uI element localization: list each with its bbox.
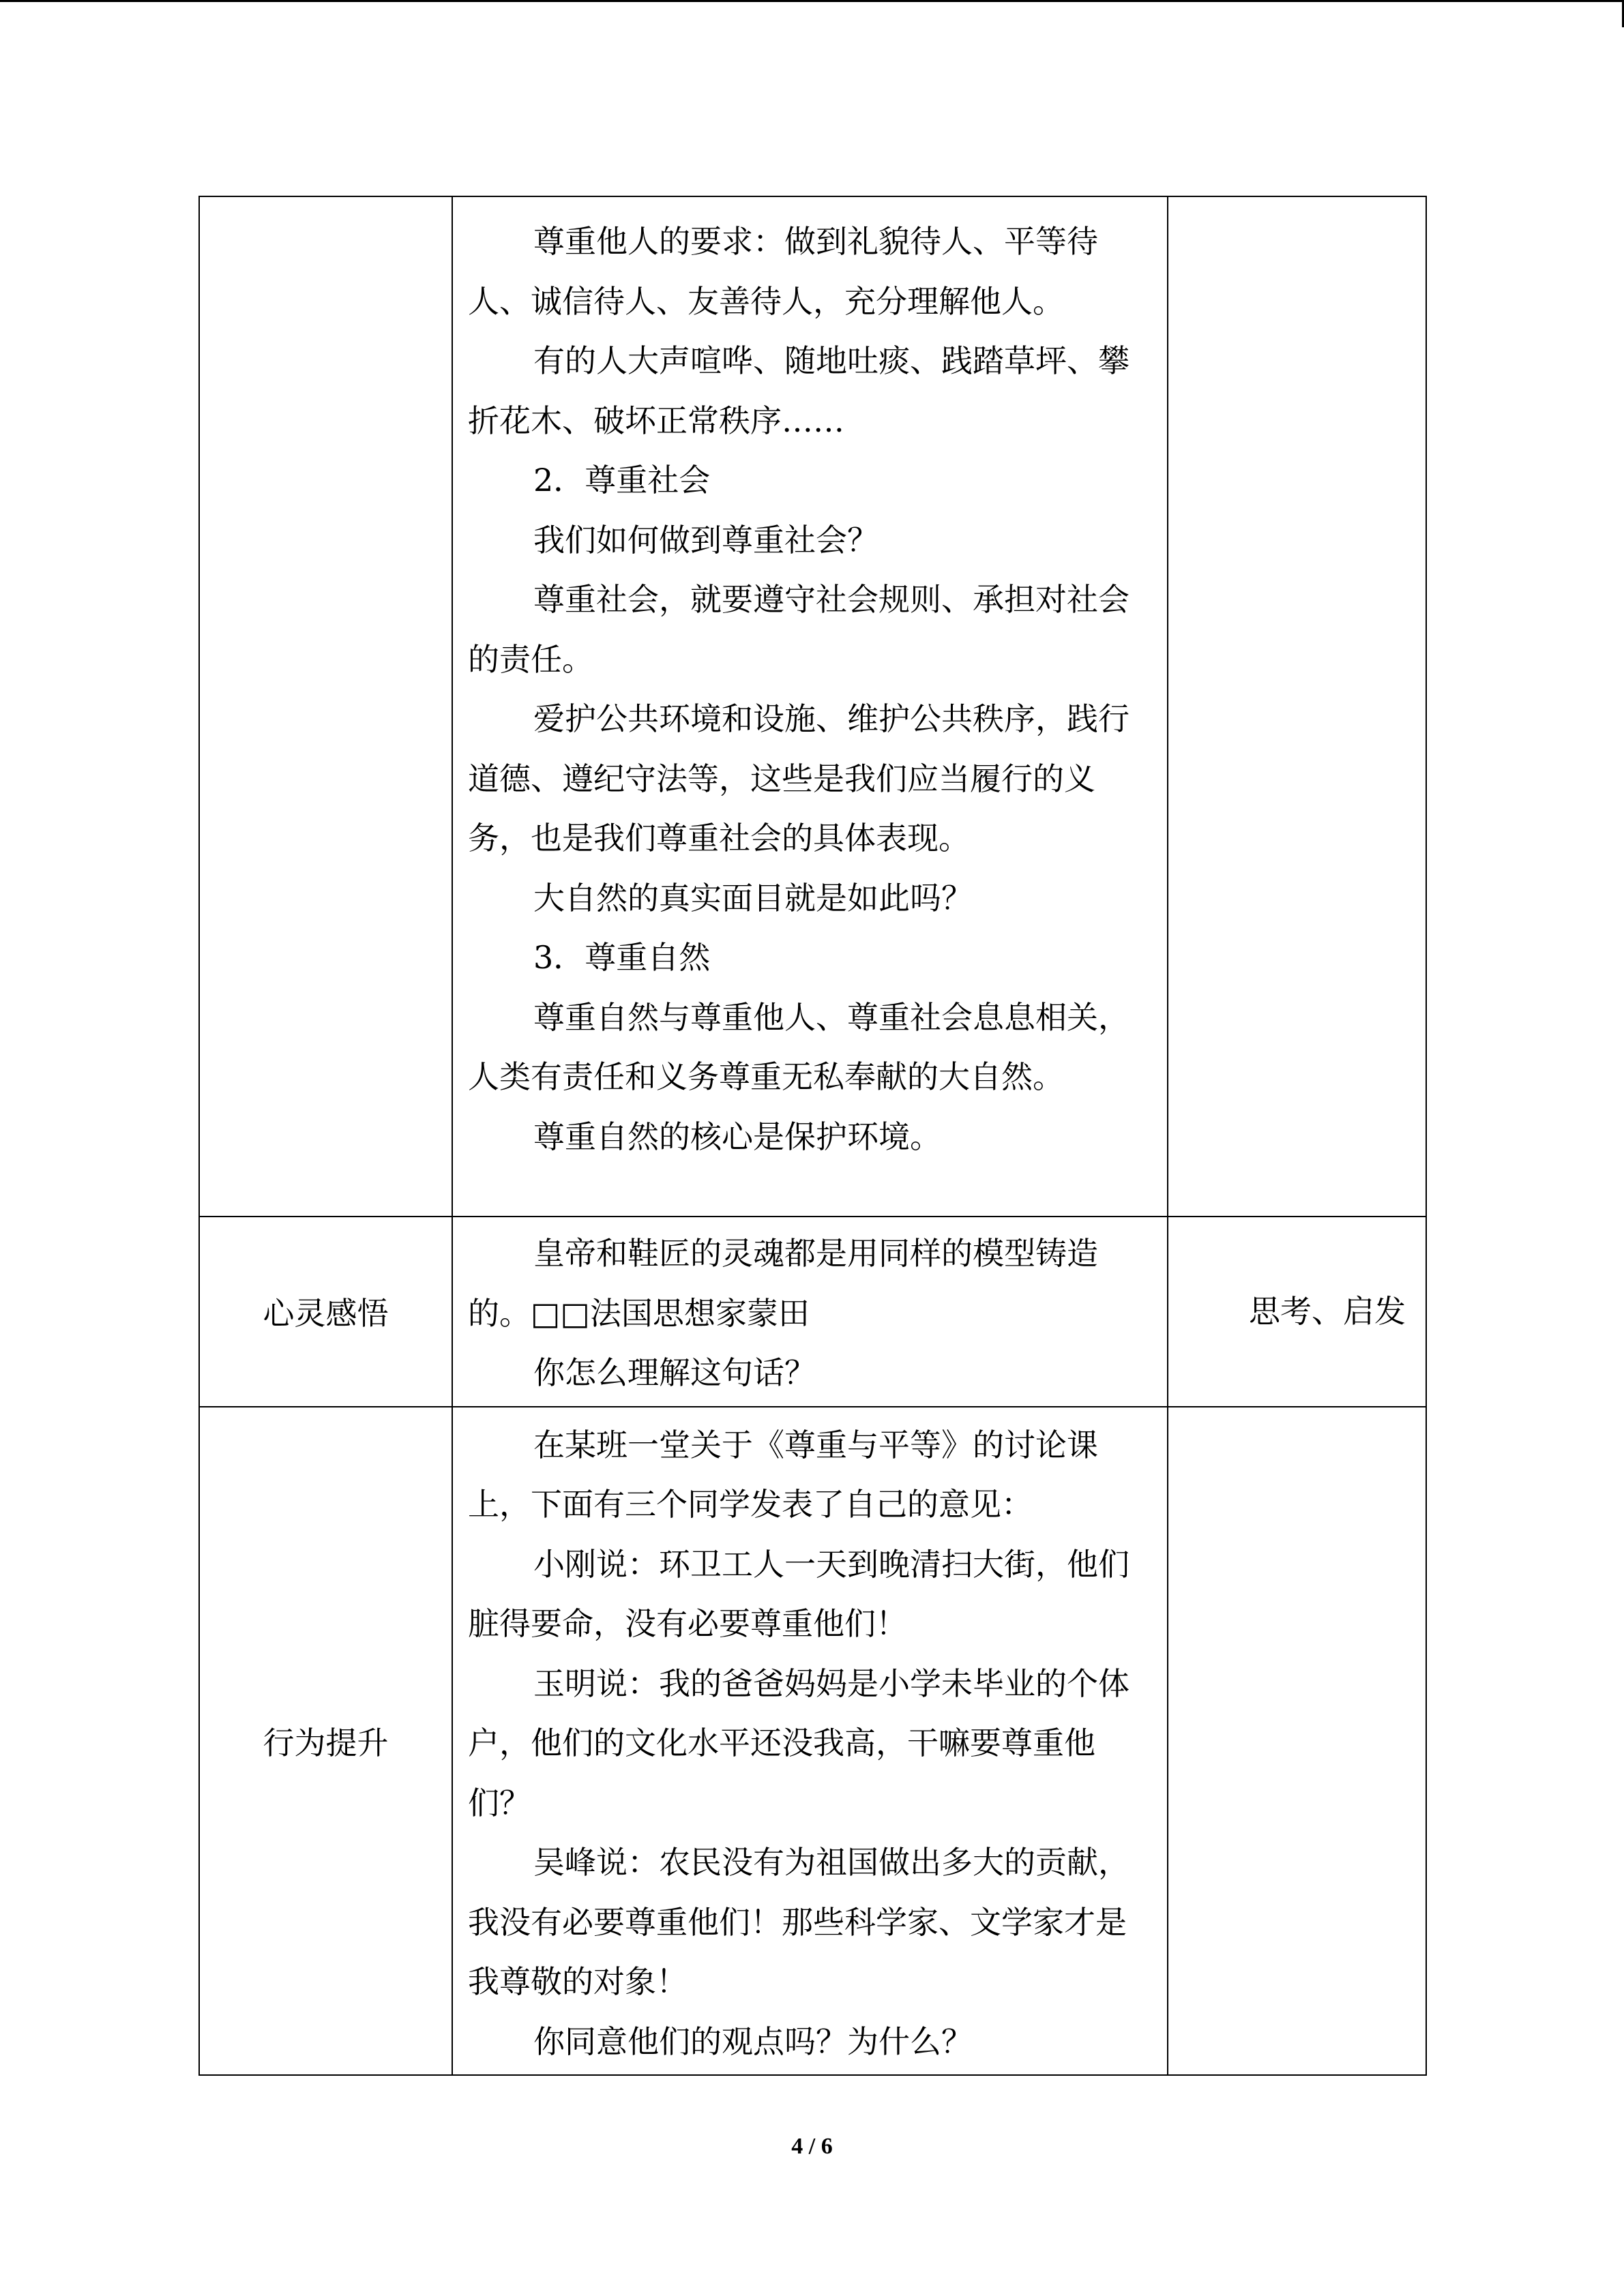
paragraph: 尊重他人的要求：做到礼貌待人、平等待人、诚信待人、友善待人，充分理解他人。 xyxy=(468,223,1098,320)
row-note xyxy=(1168,1407,1426,2076)
page-top-border xyxy=(0,0,1624,2)
paragraph: 有的人大声喧哗、随地吐痰、践踏草坪、攀折花木、破坏正常秩序…… xyxy=(468,342,1130,439)
row-label: 行为提升 xyxy=(199,1407,452,2076)
quote-paragraph: 皇帝和鞋匠的灵魂都是用同样的模型铸造的。□□法国思想家蒙田 xyxy=(468,1235,1098,1332)
lesson-table xyxy=(198,196,1427,2076)
note-text: 思考、启发 xyxy=(1249,1292,1406,1330)
table-row-reflection xyxy=(199,1217,1426,1407)
row-label xyxy=(199,196,452,1217)
question-paragraph: 你怎么理解这句话？ xyxy=(533,1354,816,1391)
row-label: 心灵感悟 xyxy=(199,1217,452,1407)
question-paragraph: 你同意他们的观点吗？为什么？ xyxy=(533,2023,973,2060)
row-note xyxy=(1168,196,1426,1217)
paragraph: 吴峰说：农民没有为祖国做出多大的贡献，我没有必要尊重他们！那些科学家、文学家才是我尊敬的对象！ xyxy=(468,1844,1130,2000)
table-row-behavior xyxy=(199,1407,1426,2076)
paragraph: 尊重自然与尊重他人、尊重社会息息相关，人类有责任和义务尊重无私奉献的大自然。 xyxy=(468,998,1130,1095)
paragraph: 小刚说：环卫工人一天到晚清扫大街，他们脏得要命，没有必要尊重他们！ xyxy=(468,1545,1130,1642)
page-number: 4 / 6 xyxy=(791,2134,833,2159)
section-heading: 2．尊重社会 xyxy=(533,462,711,498)
paragraph: 尊重自然的核心是保护环境。 xyxy=(533,1118,941,1155)
paragraph: 玉明说：我的爸爸妈妈是小学未毕业的个体户，他们的文化水平还没我高，干嘛要尊重他们？ xyxy=(468,1665,1130,1821)
section-heading: 3．尊重自然 xyxy=(533,939,711,976)
row-note xyxy=(1168,1217,1426,1407)
row-content xyxy=(452,1407,1168,2076)
row-content xyxy=(452,1217,1168,1407)
paragraph: 爱护公共环境和设施、维护公共秩序，践行道德、遵纪守法等，这些是我们应当履行的义务，也是我们尊重社会的具体表现。 xyxy=(468,700,1130,856)
paragraph: 大自然的真实面目就是如此吗？ xyxy=(533,879,973,916)
paragraph: 我们如何做到尊重社会？ xyxy=(533,521,879,558)
row-content xyxy=(452,196,1168,1217)
paragraph: 在某班一堂关于《尊重与平等》的讨论课上，下面有三个同学发表了自己的意见： xyxy=(468,1426,1098,1523)
paragraph: 尊重社会，就要遵守社会规则、承担对社会的责任。 xyxy=(468,581,1130,678)
table-row-respect-content xyxy=(199,196,1426,1217)
